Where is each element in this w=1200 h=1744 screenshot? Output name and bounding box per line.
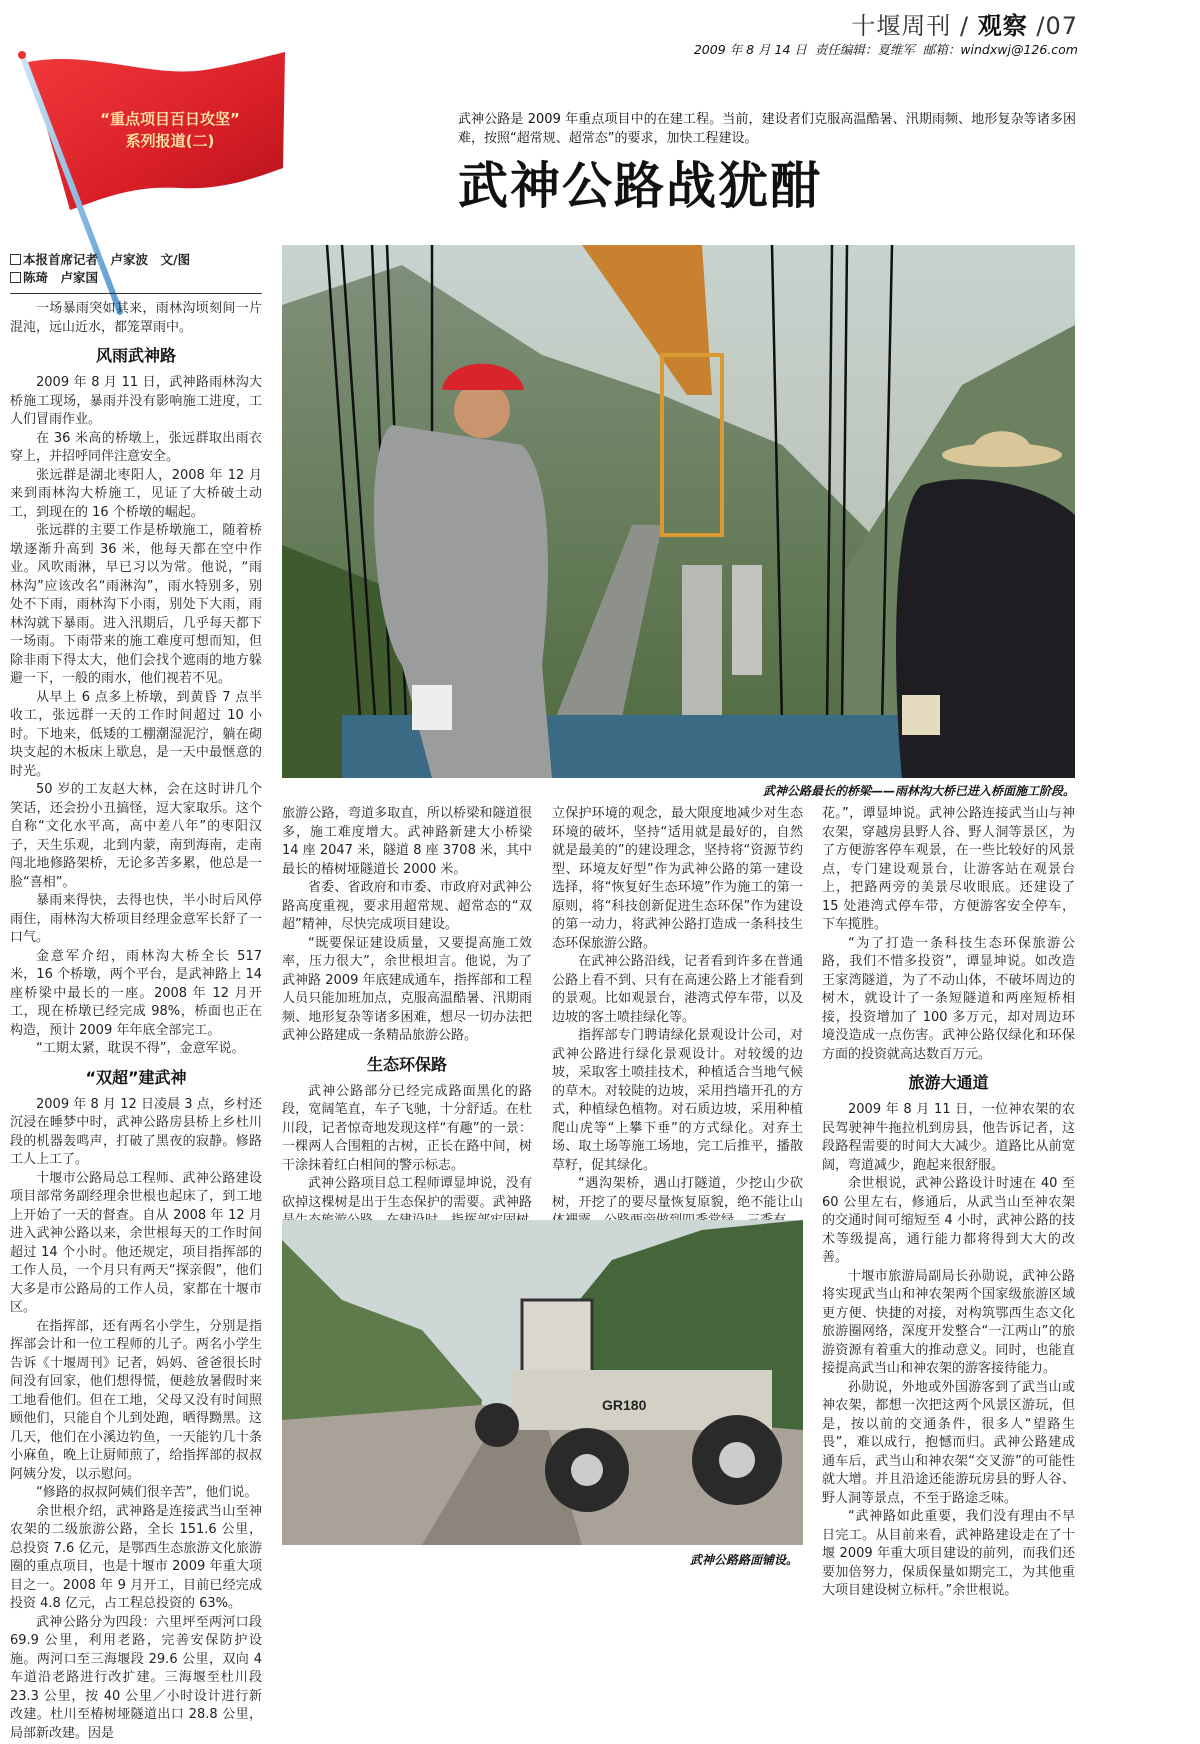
paragraph: 暴雨来得快，去得也快，半小时后风停雨住，雨林沟大桥项目经理金意军长舒了一口气。 [10, 893, 262, 945]
grader-photo-caption: 武神公路路面铺设。 [690, 1553, 799, 1567]
checkbox-icon [10, 272, 21, 283]
road-grader-photo [282, 1220, 803, 1545]
paragraph-continued: 旅游公路，弯道多取直，所以桥梁和隧道很多，施工难度增大。武神路新建大小桥梁 14 座 2047 米，隧道 8 座 3708 米，其中最长的椿树垭隧道长 2000 米。 [282, 806, 532, 877]
section-heading: “双超”建武神 [85, 1067, 187, 1087]
bridge-photo-caption: 武神公路最长的桥梁——雨林沟大桥已进入桥面施工阶段。 [762, 784, 1075, 798]
paragraph: 在指挥部，还有两名小学生，分别是指挥部会计和一位工程师的儿子。两名小学生告诉《十堰周刊》记者，妈妈、爸爸很长时间没有回家，他们想得慌，便趁放暑假时来工地看他们。但在工地，父母又没有时间照顾他们，只能自个儿到处跑，晒得黝黑。这几天，他们在小溪边钓鱼，一天能钓几十条小麻鱼，晚上让厨师煎了，给指挥部的叔叔阿姨分发，以示慰问。 [10, 1318, 262, 1482]
paragraph: 十堰市旅游局副局长孙勋说，武神公路将实现武当山和神农架两个国家级旅游区域更方便、快捷的对接，对构筑鄂西生态文化旅游圈网络，深度开发整合“一江两山”的旅游资源有着重大的推动意义。同时，也能直接提高武当山和神农架的游客接待能力。 [822, 1268, 1075, 1376]
editor: 责任编辑：夏维军 [814, 42, 915, 57]
section-heading: 风雨武神路 [95, 346, 176, 365]
article-column-1 [10, 300, 262, 1744]
paragraph: 50 岁的工友赵大林，会在这时讲几个笑话，还会扮小丑搞怪，逗大家取乐。这个自称“文化水平高，高中差八年”的枣阳汉子，天生乐观，北到内蒙，南到海南，走南闯北地修路架桥，无论多苦多累，他总是一脸“喜相”。 [10, 782, 262, 890]
paragraph: 2009 年 8 月 12 日凌晨 3 点，乡村还沉浸在睡梦中时，武神公路房县桥上乡杜川段的机器轰鸣声，打破了黑夜的寂静。修路工人上工了。 [10, 1096, 262, 1167]
paragraph: 从早上 6 点多上桥墩，到黄昏 7 点半收工，张远群一天的工作时间超过 10 小时。下地来，低矮的工棚潮湿泥泞，躺在砌块支起的木板床上歇息，是一天中最惬意的时光。 [10, 689, 262, 779]
paragraph-continued: 花。”，谭显坤说。武神公路连接武当山与神农架，穿越房县野人谷、野人洞等景区，为了方便游客停车观景，在一些比较好的风景点，专门建设观景台，让游客站在观景台上，把路两旁的美景尽收眼底。还建设了 15 处港湾式停车带，方便游客安全停车，下车揽胜。 [822, 806, 1075, 932]
paragraph: 孙勋说，外地或外国游客到了武当山或神农架，都想一次把这两个风景区游玩，但是，按以前的交通条件，很多人“望路生畏”，难以成行，抱憾而归。武神公路建成通车后，武当山和神农架“交叉游”的可能性就大增。并且沿途还能游玩房县的野人谷、野人洞等景点，不至于路途乏味。 [822, 1379, 1075, 1506]
section-name: 观察 [977, 12, 1028, 40]
paragraph: 余世根介绍，武神路是连接武当山至神农架的二级旅游公路，全长 151.6 公里，总投资 7.6 亿元，是鄂西生态旅游文化旅游圈的重点项目，也是十堰市 2009 年重大项目之一。2008 年 9 月开工，目前已经完成投资 4.8 亿元，占工程总投资的 63%。 [10, 1503, 262, 1611]
paragraph: 2009 年 8 月 11 日，武神路雨林沟大桥施工现场，暴雨并没有影响施工进度，工人们冒雨作业。 [10, 375, 262, 427]
paragraph: 武神公路部分已经完成路面黑化的路段，宽阔笔直，车子飞驰，十分舒适。在杜川段，记者惊奇地发现这样“有趣”的一景：一棵两人合围粗的古树，正长在路中间，树干涂抹着红白相间的警示标志。 [282, 1083, 532, 1173]
dateline [694, 40, 1078, 58]
grader-model-label: GR180 [602, 1397, 647, 1413]
paragraph: 2009 年 8 月 11 日，一位神农架的农民驾驶神牛拖拉机到房县，他告诉记者，这段路程需要的时间大大减少。道路比从前宽阔，弯道减少，跑起来很舒服。 [822, 1102, 1075, 1173]
series-label [60, 108, 280, 152]
checkbox-icon [10, 254, 21, 265]
paragraph: “为了打造一条科技生态环保旅游公路，我们不惜多投资”，谭显坤说。如改造王家湾隧道，为了不动山体，不破坏周边的树木，就设计了一条短隧道和两座短桥相接，投资增加了 100 多万元，却对周边环境没造成一点伤害。武神公路仅绿化和环保方面的投资就高达数百万元。 [822, 935, 1075, 1062]
paragraph: 余世根说，武神公路设计时速在 40 至 60 公里左右，修通后，从武当山至神农架的交通时间可缩短至 4 小时，武神公路的技术等级提高，通行能力都将得到大大的改善。 [822, 1176, 1075, 1265]
paragraph: 武神公路项目总工程师谭显坤说，没有砍掉这棵树是出于生态保护的需要。武神路 [282, 1176, 532, 1210]
paragraph-continued: 立保护环境的观念，最大限度地减少对生态环境的破坏，坚持“适用就是最好的，自然就是最美的”的建设理念，坚持将“资源节约型、环境友好型”作为武神公路的第一建设选择，将“恢复好生态环境”作为施工的第一原则，将“科技创新促进生态环保”作为建设的第一动力，将武神公路打造成一条科技生态环保旅游公路。 [552, 806, 803, 951]
bridge-construction-photo [282, 245, 1075, 778]
paragraph: 十堰市公路局总工程师、武神公路建设项目部常务副经理余世根也起床了，到工地上开始了一天的督查。自从 2008 年 12 月进入武神公路以来，余世根每天的工作时间超过 14 个小时。他还规定，项目指挥部的工作人员，一个月只有两天“探亲假”，他们大多是市公路局的工作人员，家都在十堰市区。 [10, 1170, 262, 1315]
masthead: 十堰周刊 / 观察 /07 [851, 12, 1078, 40]
article-column-4 [822, 805, 1075, 1598]
series-title: “重点项目百日攻坚” [100, 110, 240, 128]
editor-email: 邮箱：windxwj@126.com [922, 42, 1078, 57]
paragraph: “工期太紧，耽误不得”，金意军说。 [36, 1041, 245, 1056]
paragraph: 省委、省政府和市委、市政府对武神公路高度重视，要求用超常规、超常态的“双超”精神，尽快完成项目建设。 [282, 880, 532, 932]
byline [10, 251, 262, 294]
section-heading: 旅游大通道 [908, 1073, 989, 1092]
byline-reporter: 本报首席记者 卢家波 文/图 [23, 252, 191, 267]
page-number: /07 [1036, 12, 1078, 40]
paragraph: 指挥部专门聘请绿化景观设计公司，对武神公路进行绿化景观设计。对较缓的边坡，采取客土喷挂技术，种植适合当地气候的草木。对较陡的边坡，采用挡墙开孔的方式，种植绿色植物。对石质边坡，采用种植爬山虎等“上攀下垂”的方式绿化。对弃土场、取土场等施工场地，完工后推平，播散草籽，促其绿化。 [552, 1028, 803, 1173]
paragraph: 张远群的主要工作是桥墩施工，随着桥墩逐渐升高到 36 米，他每天都在空中作业。风吹雨淋，早已习以为常。他说，“雨林沟”应该改名“雨淋沟”，雨水特别多，别处不下雨，雨林沟下小雨，别处下大雨，雨林沟就下暴雨。进入汛期后，几乎每天都下一场雨。下雨带来的施工难度可想而知，但除非雨下得太大，他们会找个遮雨的地方躲避一下，一般的雨水，他们视若不见。 [10, 523, 262, 686]
paper-name: 十堰周刊 [851, 12, 952, 40]
article-column-3 [552, 805, 803, 1210]
paragraph: 在武神公路沿线，记者看到许多在普通公路上看不到、只有在高速公路上才能看到的景观。比如观景台，港湾式停车带，以及边坡的客土喷挂绿化等。 [552, 954, 803, 1025]
paragraph: 武神公路分为四段：六里坪至两河口段 69.9 公里，利用老路，完善安保防护设施。两河口至三海堰段 29.6 公里，双向 4 车道沿老路进行改扩建。三海堰至杜川段 23.3 公里，按 40 公里／小时设计进行新改建。杜川至椿树垭隧道出口 28.8 公里，局部新改建。因是 [10, 1614, 262, 1741]
paragraph: 张远群是湖北枣阳人，2008 年 12 月来到雨林沟大桥施工，见证了大桥破土动工，到现在的 16 个桥墩的崛起。 [10, 467, 262, 520]
section-heading: 生态环保路 [366, 1054, 447, 1074]
paragraph: “修路的叔叔阿姨们很辛苦”，他们说。 [36, 1485, 258, 1500]
byline-contributors: 陈琦 卢家国 [23, 270, 99, 285]
issue-date: 2009 年 8 月 14 日 [693, 42, 807, 57]
paragraph: “遇沟架桥，遇山打隧道，少挖山少砍树，开挖了的要尽量恢复原貌，绝不能让山 [552, 1176, 803, 1210]
paragraph: “既要保证建设质量，又要提高施工效率，压力很大”，余世根坦言。他说，为了武神路 2009 年底建成通车，指挥部和工程人员只能加班加点，克服高温酷暑、汛期雨频、地形复杂等诸多困难，想尽一切办法把武神公路建成一条精品旅游公路。 [282, 935, 532, 1043]
lead-paragraph: 武神公路是 2009 年重点项目中的在建工程。当前，建设者们克服高温酷暑、汛期雨频、地形复杂等诸多困难，按照“超常规、超常态”的要求，加快工程建设。 [458, 112, 1076, 146]
paragraph: 在 36 米高的桥墩上，张远群取出雨衣穿上，并招呼同伴注意安全。 [10, 430, 262, 464]
paragraph: 一场暴雨突如其来，雨林沟顷刻间一片混沌，远山近水，都笼罩雨中。 [10, 301, 262, 335]
paragraph: “武神路如此重要，我们没有理由不早日完工。从目前来看，武神路建设走在了十堰 2009 年重大项目建设的前列，而我们还要加倍努力，保质保量如期完工，为其他重大项目建设树立标杆。”余世根说。 [822, 1509, 1075, 1598]
series-subtitle: 系列报道(二) [125, 132, 215, 150]
paragraph: 金意军介绍，雨林沟大桥全长 517 米，16 个桥墩，两个平台，是武神路上 14 座桥梁中最长的一座。2008 年 12 月开工，现在桥墩已经完成 98%，桥面也正在构造，预计 2009 年年底全部完工。 [10, 948, 262, 1038]
headline: 武神公路战犹酣 [458, 156, 822, 215]
article-column-2 [282, 805, 532, 1210]
